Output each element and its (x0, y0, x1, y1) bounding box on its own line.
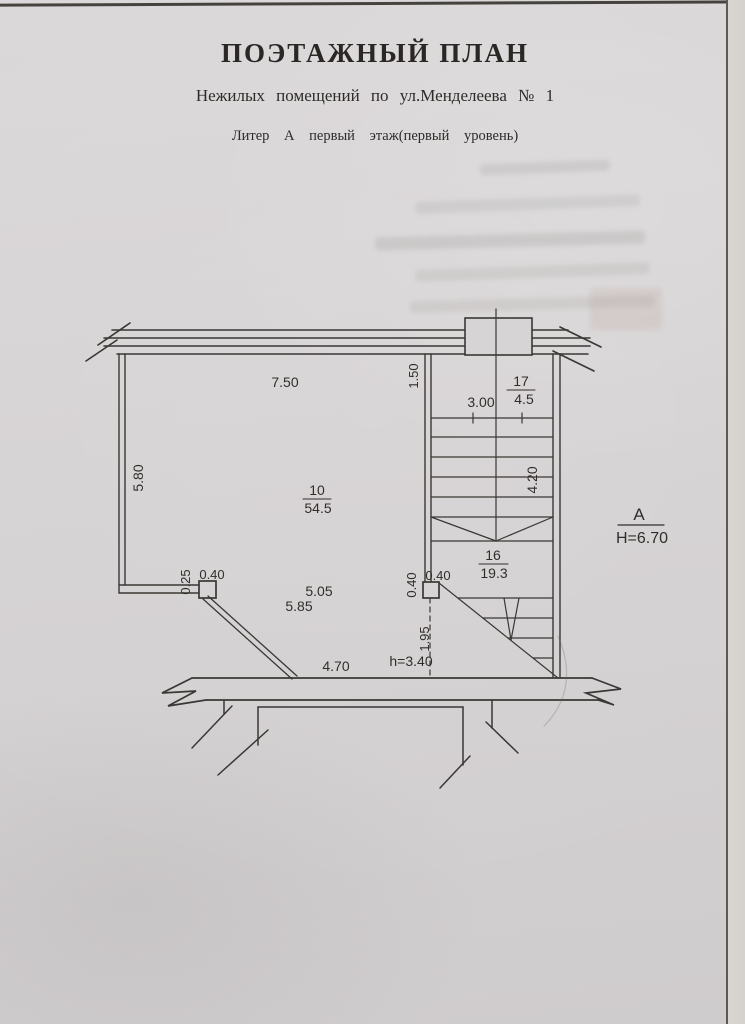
top-wall (86, 318, 601, 371)
section-height: Н=6.70 (615, 530, 669, 547)
section-marker (616, 505, 668, 547)
room17-number: 17 (513, 373, 529, 389)
right-pillar (423, 582, 439, 598)
dim-span-b: 5.85 (285, 598, 313, 614)
dim-bottom-width: 4.70 (322, 658, 350, 674)
section-letter: А (633, 505, 645, 524)
dim-flight-length: 4.20 (524, 466, 540, 494)
room10-number: 10 (309, 482, 325, 498)
top-doorway (465, 318, 532, 355)
dimension-labels (130, 363, 540, 674)
room16-number: 16 (485, 547, 501, 563)
dim-span-a: 5.05 (305, 583, 333, 599)
dim-stair-drop: 1.95 (417, 626, 432, 652)
dim-pillar-right-depth: 0.40 (404, 572, 419, 598)
room17-area: 4.5 (514, 391, 534, 407)
page-title: ПОЭТАЖНЫЙ ПЛАН (220, 38, 530, 68)
faint-pencil-arc (544, 636, 567, 726)
room10-area: 54.5 (304, 500, 332, 516)
left-pillar (199, 581, 216, 598)
dim-stair-width: 3.00 (467, 394, 495, 410)
page-subtitle: Нежилых помещений по ул.Менделеева № 1 (195, 86, 555, 105)
dim-pillar-left-width: 0.40 (199, 567, 225, 582)
dim-pillar-right-width: 0.40 (425, 568, 451, 583)
open-door-leaf (203, 596, 297, 679)
lower-wall-stubs (192, 700, 518, 788)
bottom-wall (162, 678, 621, 706)
dim-vestibule-width: 1.50 (406, 363, 421, 389)
dim-left-height: 5.80 (130, 464, 146, 492)
dim-top-width: 7.50 (271, 374, 299, 390)
ceiling-height-note: h=3.40 (389, 653, 433, 669)
litera-line: Литер А первый этаж(первый уровень) (231, 128, 519, 144)
room16-area: 19.3 (480, 565, 508, 581)
dim-pillar-left-depth: 0.25 (178, 569, 193, 595)
